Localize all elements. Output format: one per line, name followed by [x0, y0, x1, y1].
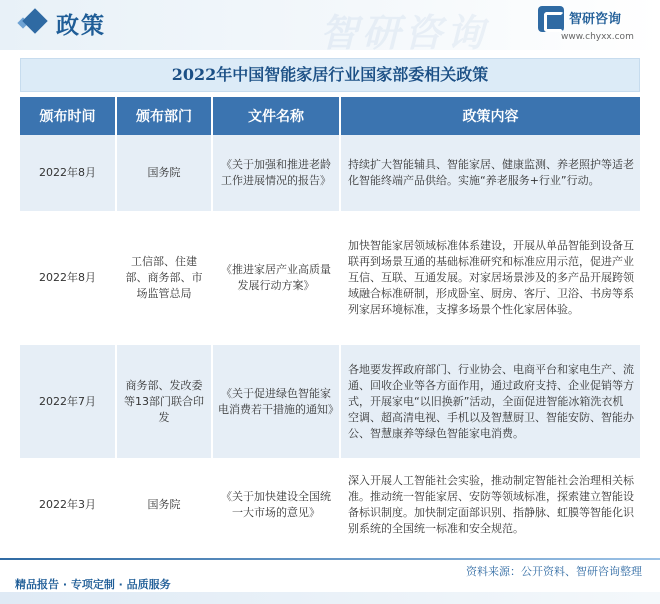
cell-dept: 工信部、住建部、商务部、市场监管总局 [116, 212, 212, 344]
cell-time: 2022年3月 [20, 459, 116, 551]
cell-doc: 《关于促进绿色智能家电消费若干措施的通知》 [212, 344, 340, 459]
footer-bar [0, 592, 660, 604]
logo-icon [538, 6, 564, 32]
cell-doc: 《关于加强和推进老龄工作进展情况的报告》 [212, 135, 340, 212]
column-header-content: 政策内容 [340, 97, 640, 135]
policy-table [20, 97, 640, 552]
cell-doc: 《推进家居产业高质量发展行动方案》 [212, 212, 340, 344]
cell-doc: 《关于加快建设全国统一大市场的意见》 [212, 459, 340, 551]
table-header-row [20, 97, 640, 135]
table-row [20, 135, 640, 212]
cell-content: 深入开展人工智能社会实验，推动制定智能社会治理相关标准。推动统一智能家居、安防等领域标准，探索建立智能设备标识制度。加快制定面部识别、指静脉、虹膜等智能化识别系统的全国统一标准和安全规范。 [340, 459, 640, 551]
table-row [20, 459, 640, 551]
cell-time: 2022年8月 [20, 135, 116, 212]
table-row [20, 344, 640, 459]
page-header [0, 0, 660, 55]
cell-content: 各地要发挥政府部门、行业协会、电商平台和家电生产、流通、回收企业等各方面作用，通过政府支持、企业促销等方式，开展家电“以旧换新”活动，全面促进智能冰箱洗衣机空调、超高清电视、手机以及智慧厨卫、智能安防、智能办公、智慧康养等绿色智能家电消费。 [340, 344, 640, 459]
logo-name: 智研咨询 [569, 12, 622, 27]
cell-dept: 商务部、发改委等13部门联合印发 [116, 344, 212, 459]
cell-content: 持续扩大智能辅具、智能家居、健康监测、养老照护等适老化智能终端产品供给。实施“养老服务+行业”行动。 [340, 135, 640, 212]
cell-dept: 国务院 [116, 135, 212, 212]
cell-time: 2022年7月 [20, 344, 116, 459]
source-note: 资料来源：公开资料、智研咨询整理 [466, 565, 642, 578]
table-row [20, 212, 640, 344]
footer-slogan: 精品报告 · 专项定制 · 品质服务 [15, 578, 171, 591]
watermark-text: 智研咨询 [320, 11, 489, 55]
cell-content: 加快智能家居领域标准体系建设，开展从单品智能到设备互联再到场景互通的基础标准研究和标准应用示范，促进产业互信、互联、互通发展。对家居场景涉及的多产品开展跨领域融合标准研制，形成卧室、厨房、客厅、卫浴、书房等系列家居环境标准，支撑多场景个性化家居体验。 [340, 212, 640, 344]
column-header-time: 颁布时间 [20, 97, 116, 135]
diamond-icon [22, 8, 47, 33]
cell-time: 2022年8月 [20, 212, 116, 344]
footer-divider [0, 558, 660, 560]
table-title: 2022年中国智能家居行业国家部委相关政策 [20, 58, 640, 92]
cell-dept: 国务院 [116, 459, 212, 551]
column-header-dept: 颁布部门 [116, 97, 212, 135]
section-title: 政策 [56, 13, 106, 39]
logo-url: www.chyxx.com [561, 32, 634, 42]
column-header-doc: 文件名称 [212, 97, 340, 135]
